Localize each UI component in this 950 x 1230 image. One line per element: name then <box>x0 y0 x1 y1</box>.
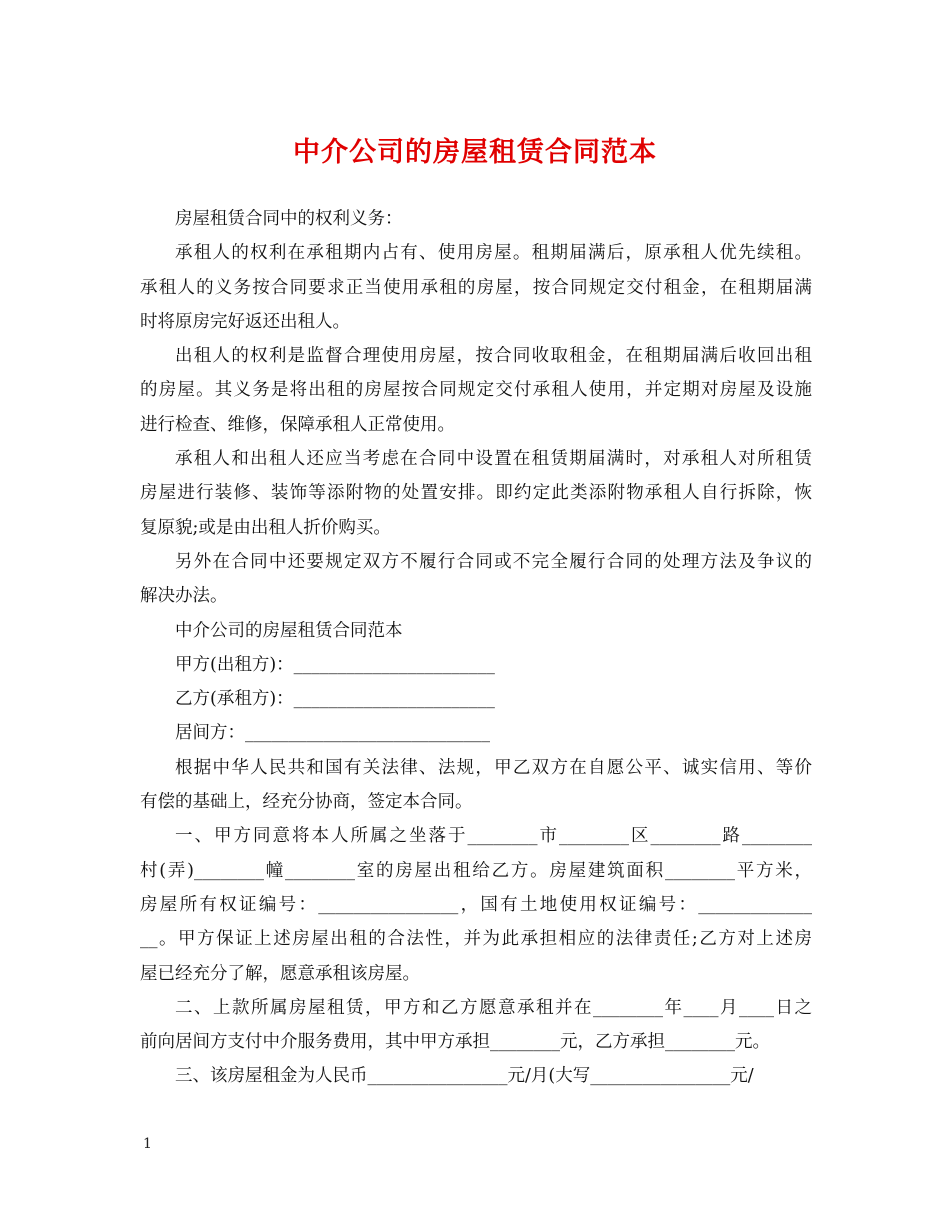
page-number: 1 <box>143 1136 152 1152</box>
text-line: 房屋所有权证编号：________________，国有土地使用权证编号：_____________ <box>140 894 812 915</box>
text-line: __。甲方保证上述房屋出租的合法性，并为此承担相应的法律责任;乙方对上述房 <box>140 929 812 950</box>
paragraph <box>140 819 812 990</box>
text-line: 解决办法。 <box>140 586 228 607</box>
text-line: 根据中华人民共和国有关法律、法规，甲乙双方在自愿公平、诚实信用、等价 <box>175 757 812 778</box>
text-line: 的房屋。其义务是将出租的房屋按合同规定交付承租人使用，并定期对房屋及设施 <box>140 380 812 401</box>
text-line: 乙方(承租方)：_______________________ <box>175 689 495 710</box>
text-line: 房屋租赁合同中的权利义务： <box>175 209 403 229</box>
paragraph <box>140 751 812 820</box>
text-line: 承租人的义务按合同要求正当使用承租的房屋，按合同规定交付租金，在租期届满 <box>140 277 812 298</box>
text-line: 另外在合同中还要规定双方不履行合同或不完全履行合同的处理方法及争议的 <box>175 551 812 572</box>
text-line: 甲方(出租方)：_______________________ <box>175 654 495 675</box>
paragraph <box>140 991 812 1060</box>
paragraph <box>140 545 812 614</box>
paragraph <box>140 1059 812 1093</box>
text-line: 承租人和出租人还应当考虑在合同中设置在租赁期届满时，对承租人对所租赁 <box>175 449 812 470</box>
text-line: 有偿的基础上，经充分协商，签定本合同。 <box>140 792 473 813</box>
paragraph <box>140 648 812 682</box>
text-line: 出租人的权利是监督合理使用房屋，按合同收取租金，在租期届满后收回出租 <box>175 346 812 367</box>
text-line: 房屋进行装修、装饰等添附物的处置安排。即约定此类添附物承租人自行拆除，恢 <box>140 483 812 504</box>
text-line: 中介公司的房屋租赁合同范本 <box>175 620 403 641</box>
document-title: 中介公司的房屋租赁合同范本 <box>293 137 657 168</box>
text-line: 进行检查、维修，保障承租人正常使用。 <box>140 414 455 435</box>
paragraph <box>140 682 812 716</box>
text-line: 二、上款所属房屋租赁，甲方和乙方愿意承租并在________年____月____日之 <box>175 997 812 1018</box>
paragraph <box>140 202 812 236</box>
text-line: 前向居间方支付中介服务费用，其中甲方承担________元，乙方承担________元。 <box>140 1032 770 1053</box>
text-line: 屋已经充分了解，愿意承租该房屋。 <box>140 963 420 984</box>
paragraph <box>140 716 812 750</box>
text-line: 居间方：____________________________ <box>175 723 490 744</box>
paragraph <box>140 236 812 339</box>
paragraph <box>140 339 812 442</box>
text-line: 时将原房完好返还出租人。 <box>140 311 350 332</box>
document-body <box>140 202 812 1094</box>
text-line: 承租人的权利在承租期内占有、使用房屋。租期届满后，原承租人优先续租。 <box>175 243 812 264</box>
text-line: 一、甲方同意将本人所属之坐落于________市________区________路________ <box>175 826 812 847</box>
text-line: 村(弄)________幢________室的房屋出租给乙方。房屋建筑面积________平方米， <box>140 860 812 881</box>
paragraph <box>140 442 812 545</box>
text-line: 复原貌;或是由出租人折价购买。 <box>140 517 391 538</box>
paragraph <box>140 614 812 648</box>
text-line: 三、该房屋租金为人民币________________元/月(大写________________元/ <box>175 1066 754 1087</box>
